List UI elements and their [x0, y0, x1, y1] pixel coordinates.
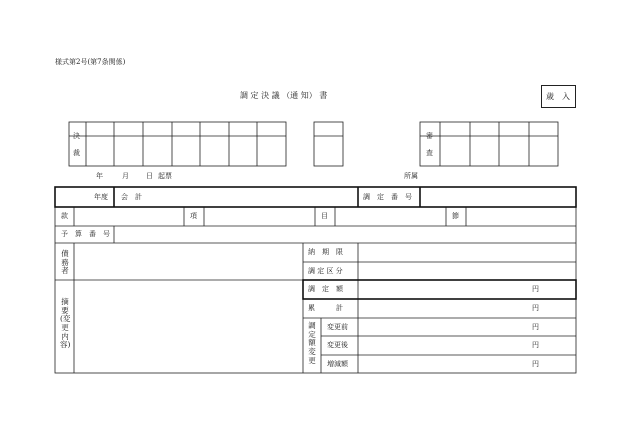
chotei-kubun-label: 調 定 区 分: [308, 267, 343, 275]
yen-zougen: 円: [532, 360, 539, 368]
chotei-gaku-label: 調 定 額: [308, 285, 343, 293]
header-chotei-bango: 調 定 番 号: [363, 193, 412, 201]
change-label: 調定額変更: [308, 321, 316, 365]
noki-label: 納 期 限: [308, 248, 343, 256]
approval-sa: 査: [426, 149, 433, 157]
henkougo-label: 変更後: [327, 341, 348, 349]
budget-kou: 項: [190, 212, 197, 220]
ruikei-label: 累 計: [308, 304, 343, 312]
summary-label: 摘要(変更内容): [60, 297, 71, 350]
origination-kihyo: 起票: [158, 172, 172, 180]
header-nendo: 年度: [94, 193, 108, 201]
budget-moku: 目: [321, 212, 328, 220]
page-title: 調 定 決 議 （通 知） 書: [240, 91, 328, 100]
yen-ruikei: 円: [532, 304, 539, 312]
origination-month: 月: [122, 172, 129, 180]
budget-kan: 款: [61, 212, 68, 220]
zougen-label: 増減額: [327, 360, 348, 368]
yen-chotei-gaku: 円: [532, 285, 539, 293]
form-reference: 様式第2号(第7条関係): [55, 58, 126, 66]
debtor-label: 債務者: [61, 249, 69, 276]
approval-ketsu: 決: [73, 132, 80, 140]
origination-day: 日: [146, 172, 153, 180]
yen-henkougo: 円: [532, 341, 539, 349]
henkoumae-label: 変更前: [327, 323, 348, 331]
origination-year: 年: [96, 172, 103, 180]
approval-sai: 裁: [73, 149, 80, 157]
budget-setsu: 節: [452, 212, 459, 220]
approval-shin: 審: [426, 132, 433, 140]
yen-henkoumae: 円: [532, 323, 539, 331]
header-kaikei: 会 計: [121, 193, 142, 201]
yosan-bango-label: 予 算 番 号: [61, 230, 110, 238]
stamp-label: 歳 入: [546, 92, 570, 101]
origination-shozoku: 所属: [404, 172, 418, 180]
